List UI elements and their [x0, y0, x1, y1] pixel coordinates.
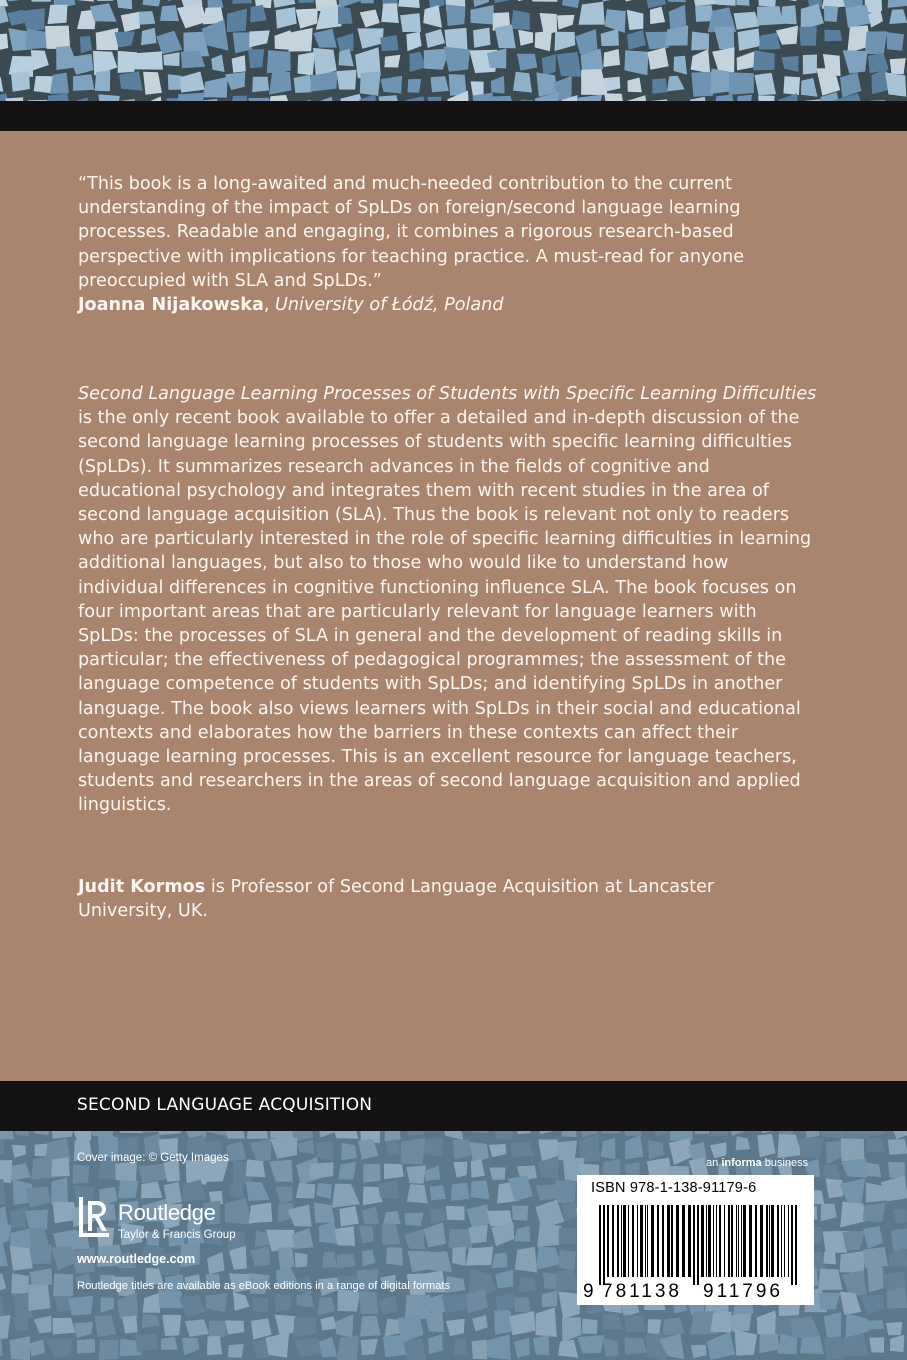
cover-credit: Cover image: © Getty Images [77, 1152, 229, 1164]
isbn-label: ISBN 978-1-138-91179-6 [591, 1180, 757, 1196]
quote-text: “This book is a long-awaited and much-needed contribution to the current understanding of the impact of SpLDs on foreign/second language learning processes. Readable and engaging, it combines a rigorous research-based perspective with implications for teaching practice. A must-read for anyone preoccupied with SLA and SpLDs.” [78, 174, 745, 291]
description-body: is the only recent book available to offer a detailed and in-depth discussion of the second language learning processes of students with specific learning difficulties (SpLDs). It summarizes research advances in the fields of cognitive and educational psychology and integrates them with recent studies in the area of second language acquisition (SLA). Thus the book is relevant not only to readers who are particularly interested in the role of specific learning difficulties in learning additional languages, but also to those who would like to understand how individual differences in cognitive functioning influence SLA. The book focuses on four important areas that are particularly relevant for language learners with SpLDs: the processes of SLA in general and the development of reading skills in particular; the effectiveness of pedagogical programmes; the assessment of the language competence of students with SpLDs; and identifying SpLDs in another language. The book also views learners with SpLDs in their social and educational contexts and elaborates how the barriers in these contexts can affect their language learning processes. This is an excellent resource for language teachers, students and researchers in the areas of second language acquisition and applied linguistics. [78, 408, 812, 816]
informa-word: informa [721, 1157, 762, 1169]
informa-tagline [706, 1157, 808, 1169]
informa-suffix: business [764, 1157, 809, 1169]
barcode-group-1: 781138 [602, 1281, 682, 1302]
top-black-band [0, 101, 907, 132]
author-name: Judit Kormos [78, 877, 206, 897]
author-bio [78, 875, 778, 923]
publisher-website[interactable]: www.routledge.com [77, 1252, 196, 1266]
publisher-group: Taylor & Francis Group [118, 1229, 236, 1241]
routledge-r-logo-icon [76, 1195, 112, 1241]
book-title: Second Language Learning Processes of Students with Specific Learning Difficulties [78, 384, 817, 404]
top-mosaic-image [0, 0, 907, 103]
series-title: SECOND LANGUAGE ACQUISITION [77, 1095, 373, 1115]
ebook-note: Routledge titles are available as eBook editions in a range of digital formats [77, 1280, 451, 1292]
barcode-lead-digit: 9 [583, 1281, 594, 1302]
barcode-group-2: 911796 [703, 1281, 783, 1302]
author-bio-text: is Professor of Second Language Acquisition at Lancaster University, UK. [78, 877, 715, 922]
quote-affiliation: University of Łódź, Poland [275, 295, 504, 316]
endorsement-quote: “This book is a long-awaited and much-needed contribution to the current understanding of the impact of SpLDs on foreign/second language learning processes. Readable and engaging, it combines a rigorous research-based perspective with implications for teaching practice. A must-read for anyone preoccupied with SLA and SpLDs.” Joanna Nijakowska, University of Łódź, Poland [78, 174, 745, 316]
informa-prefix: an [706, 1157, 719, 1169]
barcode-box [577, 1175, 814, 1305]
publisher-name: Routledge [118, 1200, 216, 1225]
book-description [78, 382, 818, 818]
quote-author: Joanna Nijakowska [78, 295, 264, 316]
barcode [577, 1175, 814, 1305]
